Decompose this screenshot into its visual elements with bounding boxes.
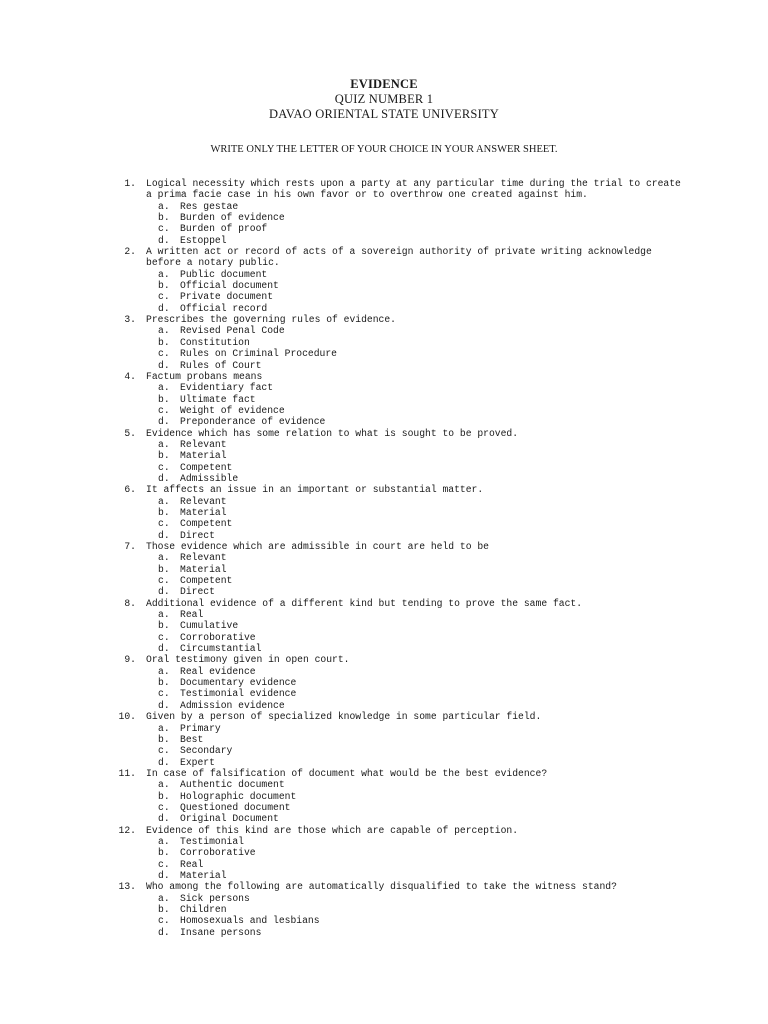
question-item	[112, 711, 692, 768]
choice-text: Holographic document	[180, 790, 297, 802]
question-text: Additional evidence of a different kind but tending to prove the same fact.	[146, 597, 583, 609]
choice-text: Relevant	[180, 495, 227, 507]
choice-letter: d.	[158, 756, 170, 768]
choice-letter: a.	[158, 892, 170, 904]
choice-text: Competent	[180, 518, 233, 530]
question-item	[112, 314, 692, 371]
choice-item	[158, 325, 692, 336]
choice-letter: b.	[158, 790, 170, 802]
question-item	[112, 428, 692, 485]
choice-item	[158, 802, 692, 813]
choice-list	[112, 893, 692, 938]
choice-text: Material	[180, 450, 227, 462]
choice-item	[158, 462, 692, 473]
choice-text: Sick persons	[180, 892, 250, 904]
choice-list	[112, 779, 692, 824]
choice-text: Admissible	[180, 472, 239, 484]
choice-letter: c.	[158, 461, 170, 473]
choice-text: Competent	[180, 575, 233, 587]
question-item	[112, 541, 692, 598]
choice-list	[112, 666, 692, 711]
choice-text: Best	[180, 733, 204, 745]
choice-text: Ultimate fact	[180, 393, 256, 405]
choice-text: Private document	[180, 291, 274, 303]
choice-letter: a.	[158, 779, 170, 791]
question-number: 13.	[118, 881, 136, 893]
question-list	[112, 178, 692, 938]
question-item	[112, 246, 692, 314]
choice-letter: b.	[158, 450, 170, 462]
choice-item	[158, 666, 692, 677]
choice-text: Constitution	[180, 336, 250, 348]
choice-item	[158, 927, 692, 938]
choice-letter: b.	[158, 677, 170, 689]
question-item	[112, 371, 692, 428]
choice-item	[158, 552, 692, 563]
question-text: Oral testimony given in open court.	[146, 654, 350, 666]
choice-letter: d.	[158, 472, 170, 484]
choice-item	[158, 382, 692, 393]
choice-letter: c.	[158, 858, 170, 870]
choice-item	[158, 643, 692, 654]
choice-text: Estoppel	[180, 234, 227, 246]
choice-letter: b.	[158, 506, 170, 518]
choice-text: Secondary	[180, 745, 233, 757]
choice-item	[158, 564, 692, 575]
choice-text: Circumstantial	[180, 643, 262, 655]
choice-text: Res gestae	[180, 200, 239, 212]
choice-text: Weight of evidence	[180, 404, 285, 416]
question-text: Evidence of this kind are those which are capable of perception.	[146, 824, 519, 836]
choice-item	[158, 269, 692, 280]
choice-text: Admission evidence	[180, 699, 285, 711]
question-text: Prescribes the governing rules of evidence.	[146, 314, 396, 326]
choice-text: Revised Penal Code	[180, 325, 285, 337]
choice-letter: c.	[158, 291, 170, 303]
question-number: 10.	[118, 711, 136, 723]
choice-letter: c.	[158, 915, 170, 927]
choice-letter: d.	[158, 869, 170, 881]
question-line	[112, 178, 692, 201]
question-item	[112, 598, 692, 655]
question-text: In case of falsification of document what would be the best evidence?	[146, 767, 548, 779]
question-line	[112, 541, 692, 552]
document-title: EVIDENCE	[350, 77, 418, 91]
choice-text: Rules on Criminal Procedure	[180, 348, 337, 360]
question-line	[112, 881, 692, 892]
choice-item	[158, 904, 692, 915]
choice-item	[158, 280, 692, 291]
choice-text: Official document	[180, 280, 279, 292]
choice-item	[158, 405, 692, 416]
choice-item	[158, 745, 692, 756]
choice-letter: c.	[158, 348, 170, 360]
choice-text: Authentic document	[180, 779, 285, 791]
choice-item	[158, 360, 692, 371]
question-line	[112, 314, 692, 325]
question-text: Who among the following are automatically disqualified to take the witness stand?	[146, 881, 617, 893]
choice-letter: c.	[158, 575, 170, 587]
choice-letter: a.	[158, 438, 170, 450]
choice-list	[112, 496, 692, 541]
choice-item	[158, 530, 692, 541]
choice-item	[158, 836, 692, 847]
choice-text: Original Document	[180, 813, 279, 825]
choice-text: Real	[180, 858, 204, 870]
choice-text: Relevant	[180, 438, 227, 450]
choice-text: Testimonial	[180, 835, 244, 847]
question-line	[112, 711, 692, 722]
question-item	[112, 178, 692, 246]
choice-letter: a.	[158, 609, 170, 621]
choice-item	[158, 734, 692, 745]
choice-text: Evidentiary fact	[180, 382, 274, 394]
choice-text: Primary	[180, 722, 221, 734]
choice-item	[158, 507, 692, 518]
choice-item	[158, 496, 692, 507]
choice-letter: b.	[158, 336, 170, 348]
question-number: 7.	[124, 541, 136, 552]
choice-letter: b.	[158, 563, 170, 575]
choice-letter: a.	[158, 382, 170, 394]
choice-letter: a.	[158, 552, 170, 564]
choice-item	[158, 813, 692, 824]
question-number: 9.	[124, 654, 136, 666]
choice-letter: d.	[158, 926, 170, 938]
choice-letter: a.	[158, 325, 170, 337]
question-number: 2.	[124, 246, 136, 258]
choice-list	[112, 723, 692, 768]
choice-letter: d.	[158, 699, 170, 711]
university-name: DAVAO ORIENTAL STATE UNIVERSITY	[268, 107, 499, 121]
choice-letter: c.	[158, 223, 170, 235]
choice-item	[158, 394, 692, 405]
choice-letter: a.	[158, 200, 170, 212]
choice-text: Homosexuals and lesbians	[180, 915, 320, 927]
choice-letter: c.	[158, 631, 170, 643]
choice-letter: a.	[158, 835, 170, 847]
question-text: Evidence which has some relation to what is sought to be proved.	[146, 427, 519, 439]
choice-text: Material	[180, 506, 227, 518]
question-item	[112, 768, 692, 825]
choice-item	[158, 620, 692, 631]
question-text: A written act or record of acts of a sovereign authority of private writing acknowledge before a notary public.	[146, 246, 652, 269]
choice-letter: d.	[158, 359, 170, 371]
question-line	[112, 654, 692, 665]
choice-item	[158, 859, 692, 870]
choice-item	[158, 870, 692, 881]
choice-letter: a.	[158, 495, 170, 507]
choice-item	[158, 212, 692, 223]
choice-item	[158, 303, 692, 314]
choice-letter: a.	[158, 665, 170, 677]
choice-item	[158, 201, 692, 212]
choice-item	[158, 450, 692, 461]
choice-item	[158, 439, 692, 450]
choice-letter: d.	[158, 529, 170, 541]
choice-letter: d.	[158, 643, 170, 655]
choice-text: Public document	[180, 268, 268, 280]
question-number: 5.	[124, 427, 136, 439]
choice-letter: c.	[158, 688, 170, 700]
choice-text: Cumulative	[180, 620, 239, 632]
question-number: 12.	[118, 824, 136, 836]
choice-text: Relevant	[180, 552, 227, 564]
choice-list	[112, 382, 692, 427]
question-line	[112, 768, 692, 779]
choice-letter: d.	[158, 416, 170, 428]
choice-item	[158, 223, 692, 234]
choice-text: Material	[180, 869, 227, 881]
choice-text: Material	[180, 563, 227, 575]
choice-item	[158, 915, 692, 926]
instruction-text: WRITE ONLY THE LETTER OF YOUR CHOICE IN YOUR ANSWER SHEET.	[210, 144, 558, 155]
question-number: 1.	[124, 178, 136, 189]
choice-letter: c.	[158, 745, 170, 757]
choice-item	[158, 518, 692, 529]
question-number: 4.	[124, 370, 136, 382]
choice-text: Corroborative	[180, 631, 256, 643]
choice-item	[158, 632, 692, 643]
question-number: 3.	[124, 314, 136, 326]
choice-text: Expert	[180, 756, 215, 768]
choice-text: Competent	[180, 461, 233, 473]
choice-letter: d.	[158, 813, 170, 825]
question-number: 6.	[124, 484, 136, 496]
quiz-number: QUIZ NUMBER 1	[334, 92, 434, 106]
choice-item	[158, 700, 692, 711]
question-text: Those evidence which are admissible in court are held to be	[146, 541, 489, 552]
choice-item	[158, 688, 692, 699]
choice-text: Questioned document	[180, 801, 291, 813]
choice-item	[158, 847, 692, 858]
choice-letter: c.	[158, 801, 170, 813]
choice-letter: b.	[158, 904, 170, 915]
choice-item	[158, 348, 692, 359]
choice-text: Official record	[180, 302, 268, 314]
choice-item	[158, 586, 692, 597]
choice-item	[158, 337, 692, 348]
question-number: 11.	[118, 767, 136, 779]
choice-list	[112, 201, 692, 246]
choice-letter: b.	[158, 733, 170, 745]
choice-item	[158, 291, 692, 302]
question-text: It affects an issue in an important or substantial matter.	[146, 484, 484, 496]
question-line	[112, 246, 692, 269]
choice-letter: b.	[158, 620, 170, 632]
choice-letter: b.	[158, 280, 170, 292]
question-line	[112, 484, 692, 495]
choice-letter: b.	[158, 847, 170, 859]
choice-item	[158, 416, 692, 427]
choice-text: Rules of Court	[180, 359, 262, 371]
choice-item	[158, 677, 692, 688]
choice-item	[158, 779, 692, 790]
choice-letter: a.	[158, 722, 170, 734]
question-item	[112, 825, 692, 882]
document-header	[0, 77, 768, 122]
choice-list	[112, 552, 692, 597]
choice-letter: d.	[158, 586, 170, 598]
choice-letter: d.	[158, 234, 170, 246]
choice-list	[112, 269, 692, 314]
choice-text: Documentary evidence	[180, 677, 297, 689]
question-item	[112, 654, 692, 711]
choice-letter: c.	[158, 518, 170, 530]
question-text: Given by a person of specialized knowledge in some particular field.	[146, 711, 542, 723]
choice-text: Corroborative	[180, 847, 256, 859]
choice-text: Testimonial evidence	[180, 688, 297, 700]
choice-text: Insane persons	[180, 926, 262, 938]
choice-list	[112, 439, 692, 484]
choice-list	[112, 325, 692, 370]
choice-list	[112, 836, 692, 881]
choice-text: Children	[180, 904, 227, 915]
question-number: 8.	[124, 597, 136, 609]
choice-text: Burden of evidence	[180, 212, 285, 224]
choice-text: Real evidence	[180, 665, 256, 677]
choice-letter: b.	[158, 212, 170, 224]
question-line	[112, 371, 692, 382]
choice-item	[158, 723, 692, 734]
choice-list	[112, 609, 692, 654]
question-text: Factum probans means	[146, 370, 263, 382]
question-line	[112, 598, 692, 609]
question-item	[112, 881, 692, 938]
choice-letter: b.	[158, 393, 170, 405]
choice-text: Direct	[180, 586, 215, 598]
choice-item	[158, 235, 692, 246]
question-text: Logical necessity which rests upon a party at any particular time during the trial to create a prima facie case in his own favor or to overthrow one created against him.	[146, 178, 681, 201]
choice-text: Burden of proof	[180, 223, 268, 235]
choice-text: Preponderance of evidence	[180, 416, 326, 428]
choice-text: Direct	[180, 529, 215, 541]
choice-letter: d.	[158, 302, 170, 314]
choice-item	[158, 757, 692, 768]
choice-item	[158, 473, 692, 484]
question-line	[112, 428, 692, 439]
question-item	[112, 484, 692, 541]
choice-item	[158, 575, 692, 586]
choice-item	[158, 609, 692, 620]
choice-item	[158, 791, 692, 802]
question-line	[112, 825, 692, 836]
choice-letter: c.	[158, 404, 170, 416]
choice-letter: a.	[158, 268, 170, 280]
choice-text: Real	[180, 609, 204, 621]
choice-item	[158, 893, 692, 904]
